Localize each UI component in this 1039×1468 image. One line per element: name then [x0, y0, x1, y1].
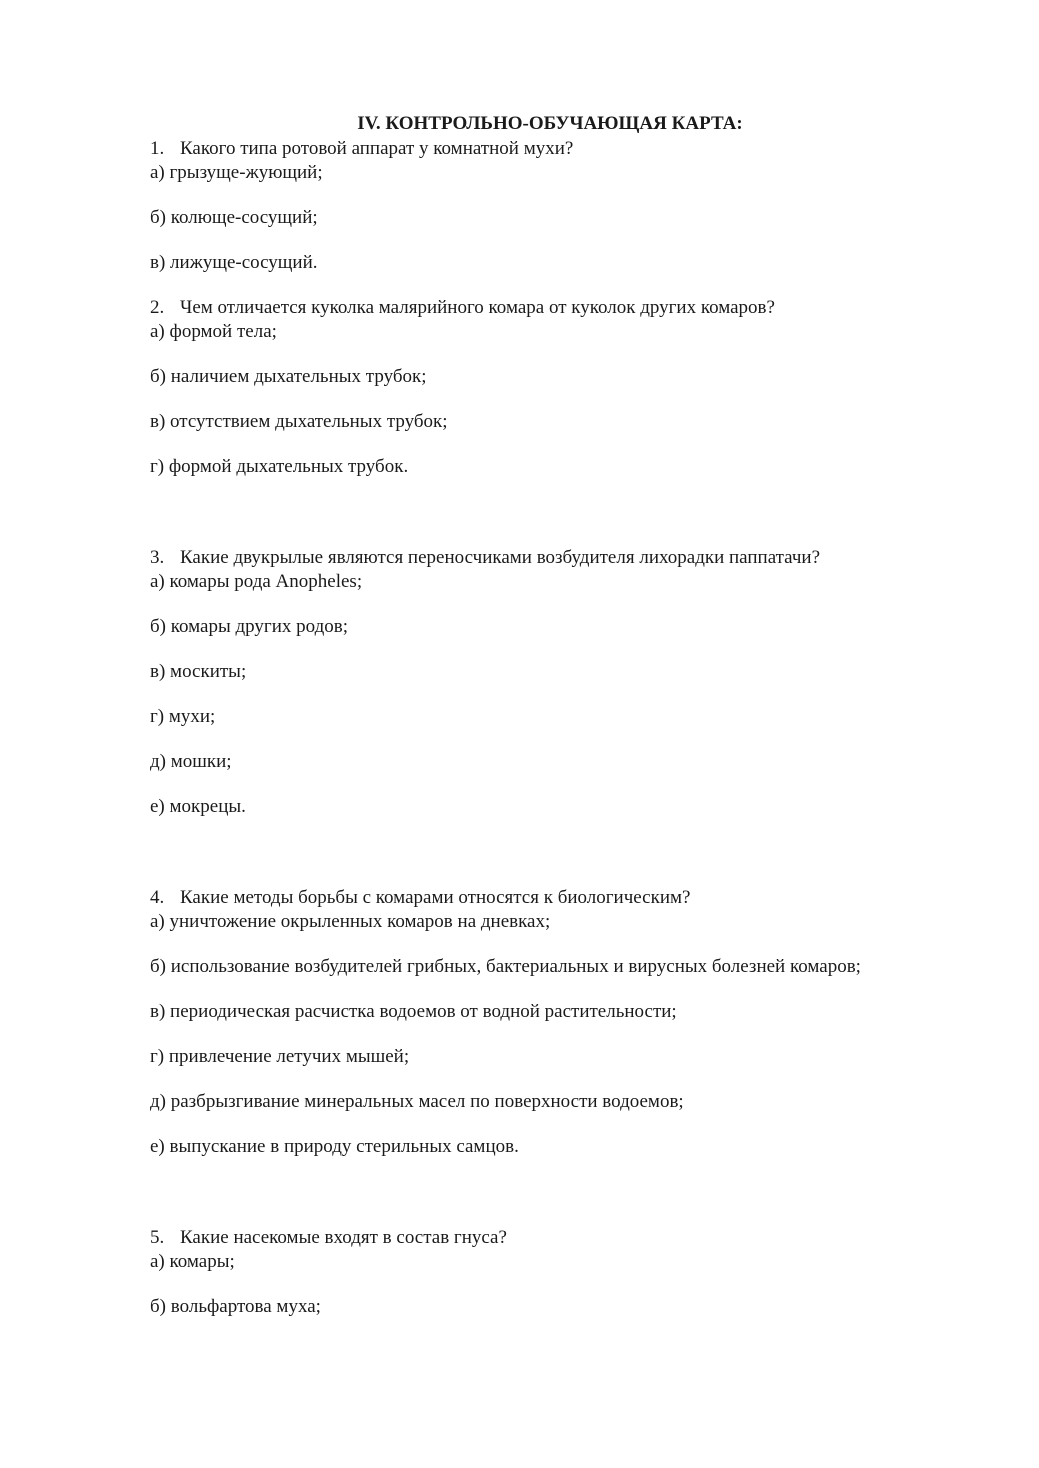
question-2-option-d: г) формой дыхательных трубок. — [150, 456, 409, 477]
question-5 — [150, 1226, 507, 1250]
question-1-option-a: а) грызуще-жующий; — [150, 162, 323, 183]
question-number: 1. — [150, 138, 165, 159]
question-3-option-a: а) комары рода Anopheles; — [150, 571, 363, 592]
question-text: Какие двукрылые являются переносчиками возбудителя лихорадки паппатачи? — [180, 547, 821, 568]
question-4-option-a: а) уничтожение окрыленных комаров на дневках; — [150, 911, 551, 932]
question-3 — [150, 546, 820, 570]
question-2-option-a: а) формой тела; — [150, 321, 277, 342]
question-text: Какие насекомые входят в состав гнуса? — [180, 1227, 507, 1248]
question-text: Какие методы борьбы с комарами относятся к биологическим? — [180, 887, 691, 908]
question-3-option-f: е) мокрецы. — [150, 796, 246, 817]
question-3-option-b: б) комары других родов; — [150, 616, 348, 637]
document-title: IV. КОНТРОЛЬНО-ОБУЧАЮЩАЯ КАРТА: — [357, 113, 743, 134]
question-2-option-c: в) отсутствием дыхательных трубок; — [150, 411, 448, 432]
question-text: Какого типа ротовой аппарат у комнатной мухи? — [180, 138, 574, 159]
question-4-option-e: д) разбрызгивание минеральных масел по поверхности водоемов; — [150, 1091, 684, 1112]
question-5-option-a: а) комары; — [150, 1251, 235, 1272]
question-text: Чем отличается куколка малярийного комара от куколок других комаров? — [180, 297, 775, 318]
question-3-option-d: г) мухи; — [150, 706, 216, 727]
question-4-option-c: в) периодическая расчистка водоемов от водной растительности; — [150, 1001, 677, 1022]
question-4-option-f: е) выпускание в природу стерильных самцов. — [150, 1136, 519, 1157]
question-2-option-b: б) наличием дыхательных трубок; — [150, 366, 427, 387]
question-3-option-e: д) мошки; — [150, 751, 232, 772]
question-2 — [150, 296, 775, 320]
question-4-option-b: б) использование возбудителей грибных, бактериальных и вирусных болезней комаров; — [150, 956, 861, 977]
question-number: 2. — [150, 297, 165, 318]
question-3-option-c: в) москиты; — [150, 661, 247, 682]
question-4-option-d: г) привлечение летучих мышей; — [150, 1046, 410, 1067]
question-4 — [150, 886, 690, 910]
question-1-option-b: б) колюще-сосущий; — [150, 207, 318, 228]
question-number: 5. — [150, 1227, 165, 1248]
question-number: 4. — [150, 887, 165, 908]
question-5-option-b: б) вольфартова муха; — [150, 1296, 321, 1317]
question-1-option-c: в) лижуще-сосущий. — [150, 252, 318, 273]
question-1 — [150, 137, 573, 161]
question-number: 3. — [150, 547, 165, 568]
